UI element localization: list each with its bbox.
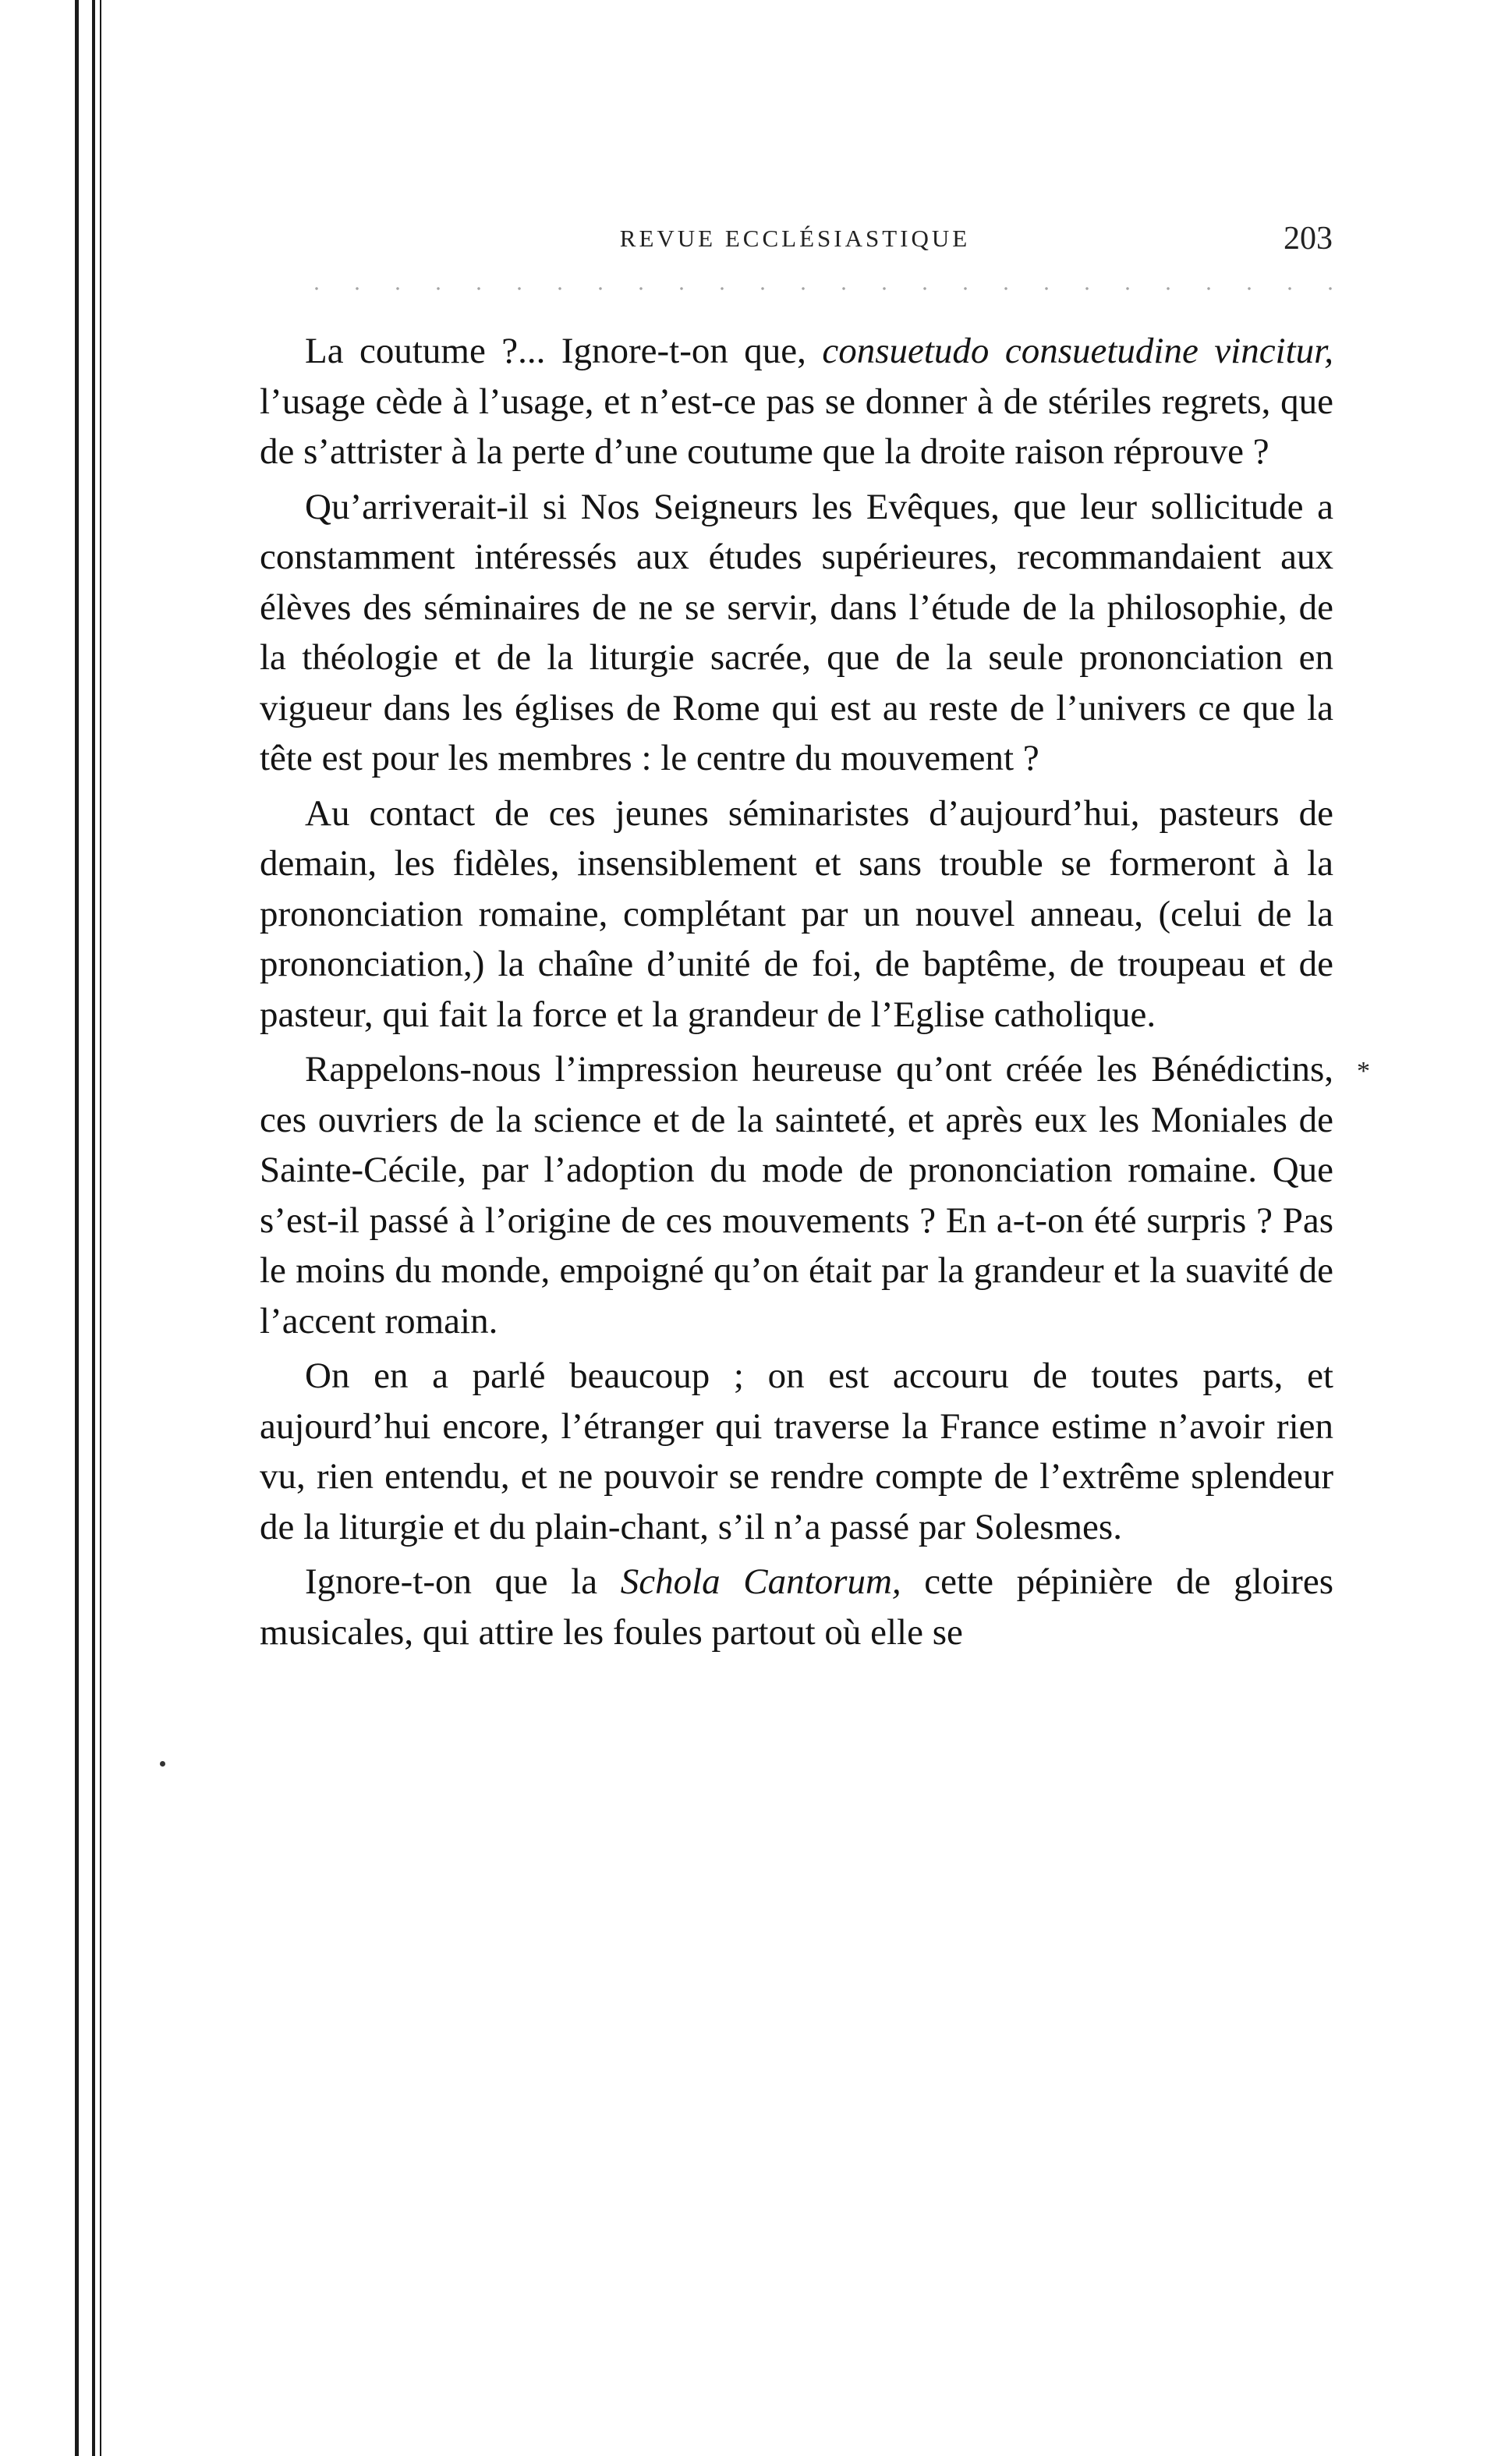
paragraph [260, 482, 1333, 784]
text-run: cette pépinière de gloires musicales, qui attire les foules partout où elle se [260, 1561, 1333, 1653]
text-run: Rappelons-nous l’impression heureuse qu’ont créée les Bénédictins, ces ouvriers de la science et de la sainteté, et après eux les Moniales de Sainte-Cécile, par l’adoption du mode de prononciation romaine. Que s’est-il passé à l’origine de ces mouvements ? En a-t-on été surpris ? Pas le moins du monde, empoigné qu’on était par la grandeur et la suavité de l’accent romain. [260, 1049, 1333, 1341]
italic-phrase: consuetudo consuetudine vincitur, [822, 331, 1334, 371]
header-dotted-rule [296, 287, 1333, 290]
binding-rule [100, 0, 101, 2456]
italic-phrase: Schola Cantorum, [620, 1561, 901, 1602]
stray-dot [160, 1761, 165, 1767]
paragraph [260, 1044, 1333, 1346]
text-run: l’usage cède à l’usage, et n’est-ce pas se donner à de stériles regrets, que de s’attrister à la perte d’une coutume que la droite raison réprouve ? [260, 381, 1333, 472]
page-header [257, 221, 1333, 264]
page-number: 203 [1284, 221, 1333, 257]
book-binding-edge [0, 0, 117, 2456]
text-run: La coutume ?... Ignore-t-on que, [305, 331, 823, 371]
paragraph [260, 1557, 1333, 1657]
paragraph [260, 789, 1333, 1040]
body-text [260, 326, 1333, 1657]
text-run: Au contact de ces jeunes séminaristes d’aujourd’hui, pasteurs de demain, les fidèles, insensiblement et sans trouble se formeront à la prononciation romaine, complétant par un nouvel anneau, (celui de la prononciation,) la chaîne d’unité de foi, de baptême, de troupeau et de pasteur, qui fait la force et la grandeur de l’Eglise catholique. [260, 792, 1333, 1035]
text-run: Ignore-t-on que la [305, 1561, 621, 1602]
running-head: REVUE ECCLÉSIASTIQUE [619, 225, 971, 252]
paragraph [260, 326, 1333, 477]
margin-mark: * [1357, 1057, 1370, 1086]
binding-rule [75, 0, 79, 2456]
binding-rule [92, 0, 95, 2456]
paragraph [260, 1351, 1333, 1552]
text-run: Qu’arriverait-il si Nos Seigneurs les Evêques, que leur sollicitude a constamment intéressés aux études supérieures, recommandaient aux élèves des séminaires de ne se servir, dans l’étude de la philosophie, de la théologie et de la liturgie sacrée, que de la seule prononciation en vigueur dans les églises de Rome qui est au reste de l’univers ce que la tête est pour les membres : le centre du mouvement ? [260, 486, 1333, 778]
text-run: On en a parlé beaucoup ; on est accouru de toutes parts, et aujourd’hui encore, l’étranger qui traverse la France estime n’avoir rien vu, rien entendu, et ne pouvoir se rendre compte de l’extrême splendeur de la liturgie et du plain-chant, s’il n’a passé par Solesmes. [260, 1356, 1333, 1547]
